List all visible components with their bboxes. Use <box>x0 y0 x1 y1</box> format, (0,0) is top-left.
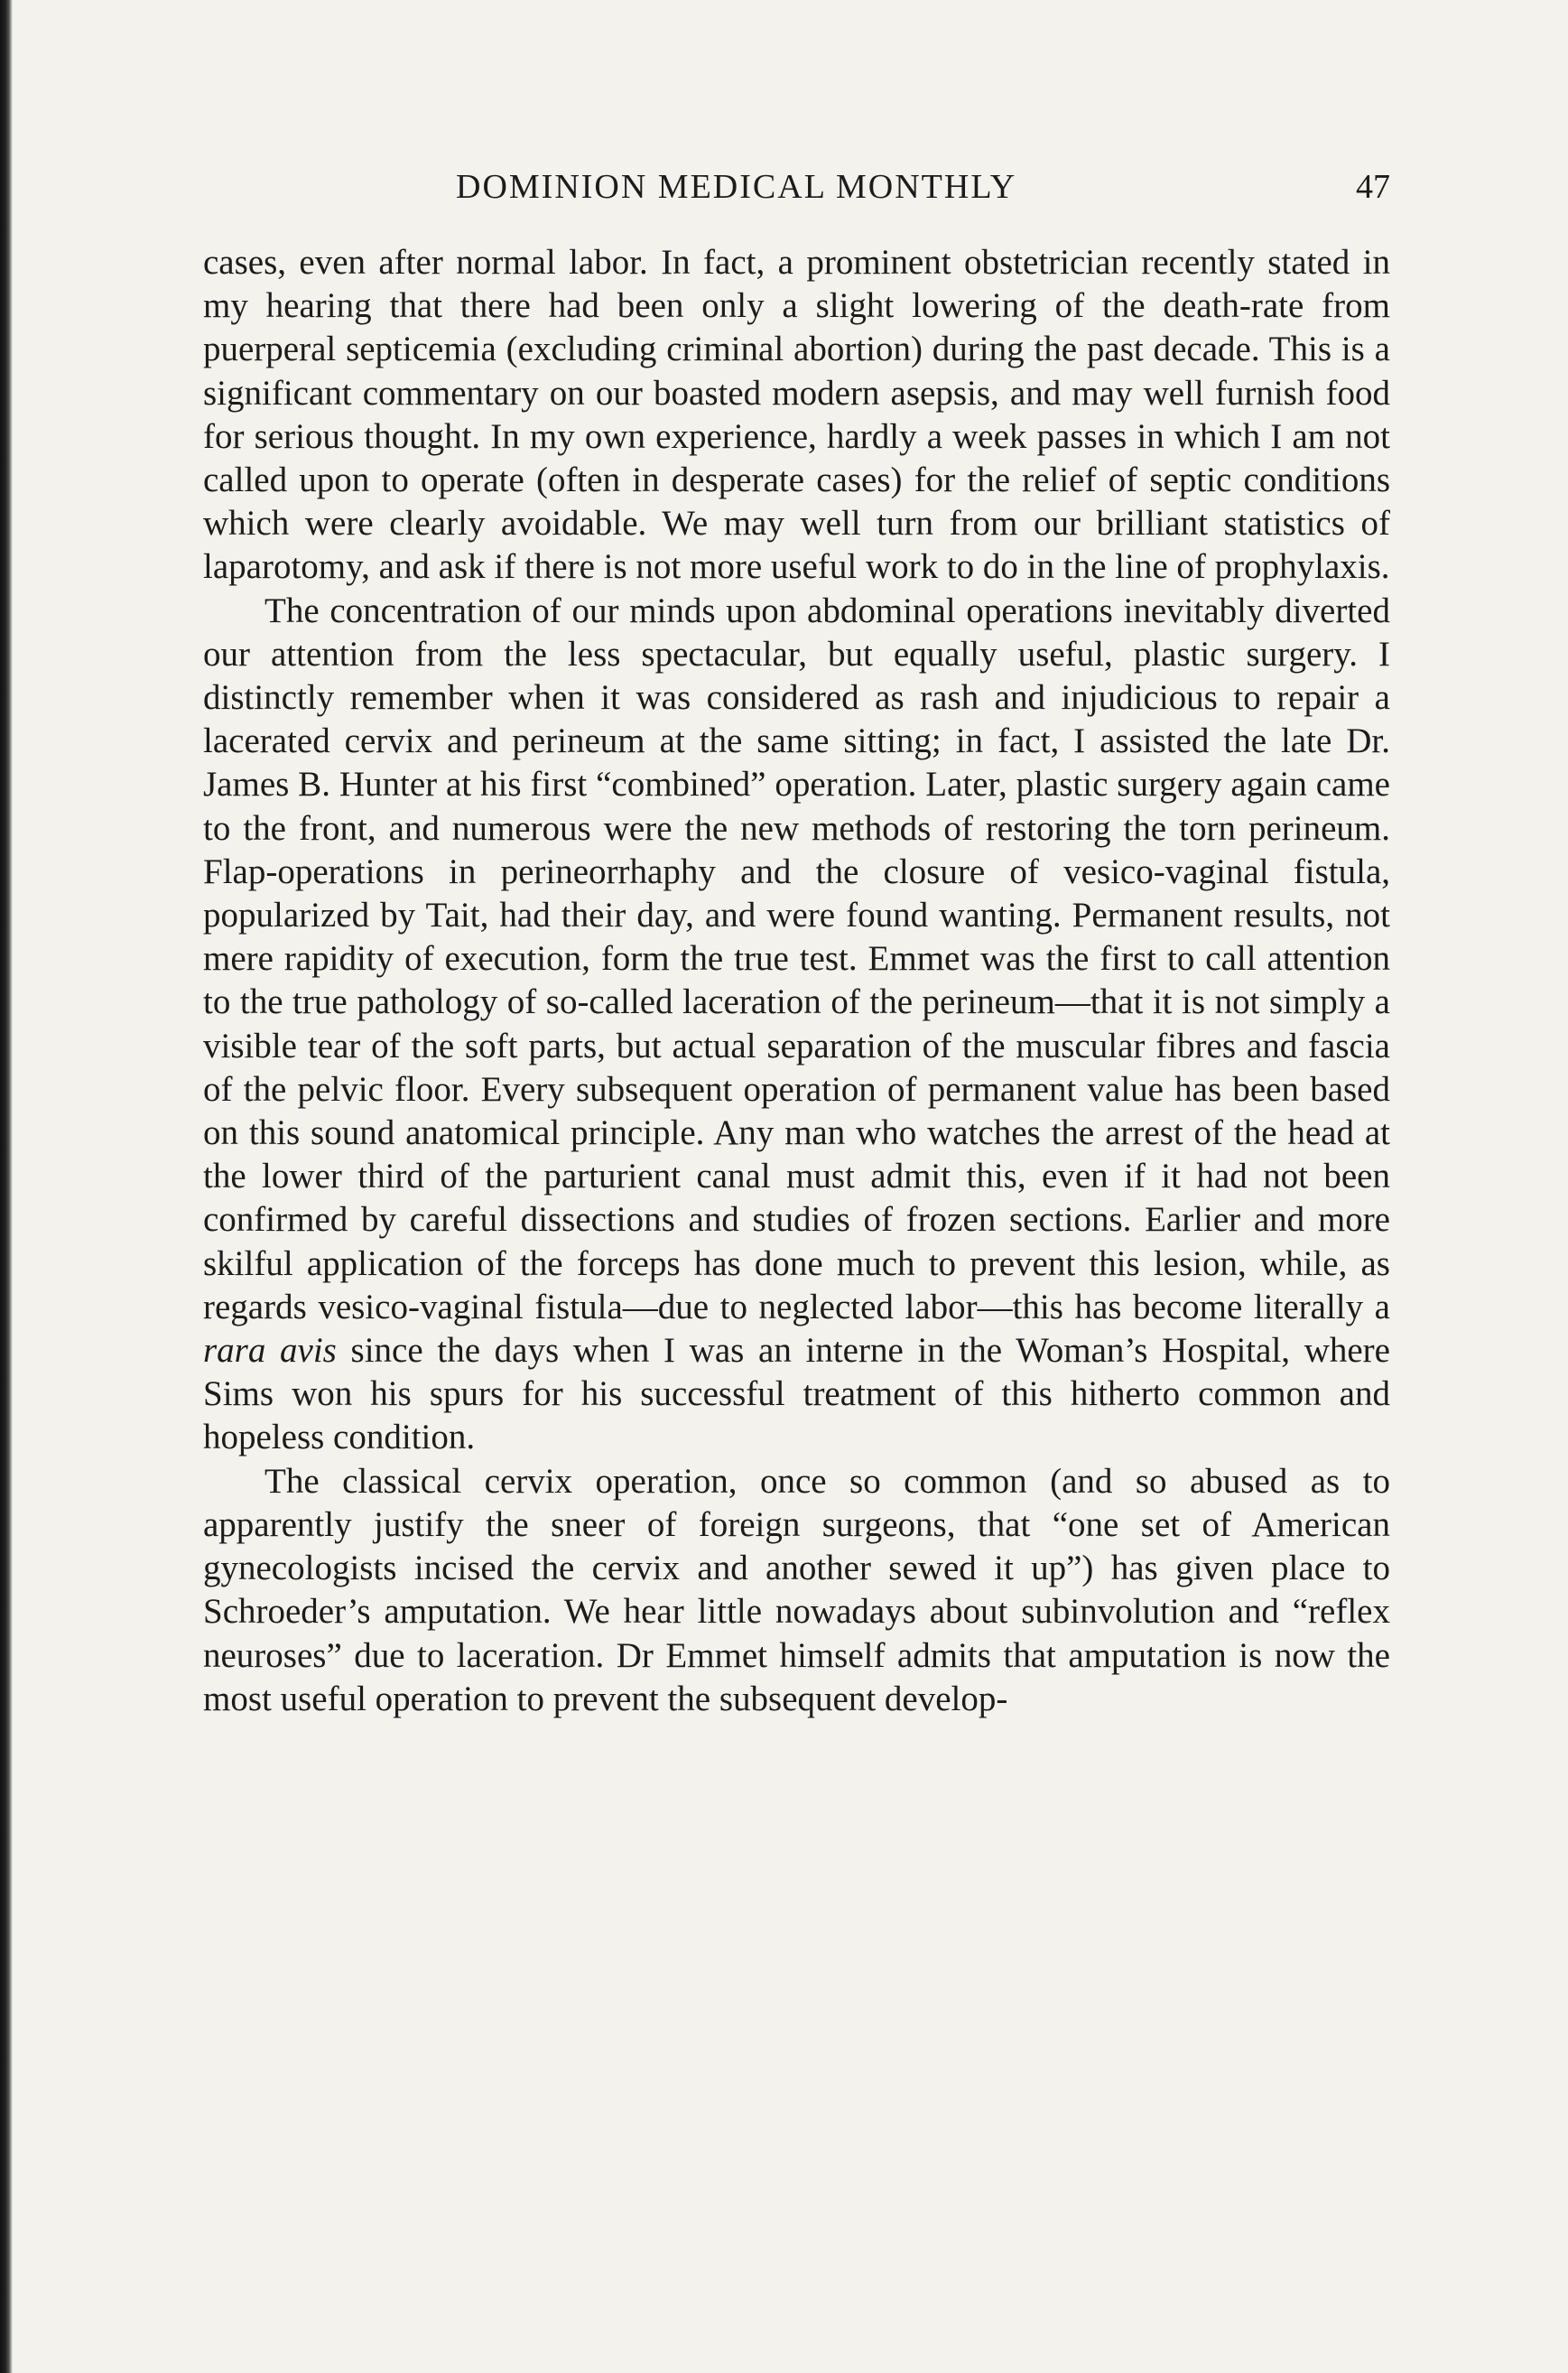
page-binding-edge <box>0 0 13 2373</box>
paragraph-1: cases, even after normal labor. In fact, a prominent obstetrician recently stated in my hearing that there had been only a slight lowering of the death-rate from puerperal septicemia (excluding criminal abortion) during the past decade. This is a significant commentary on our boasted modern asepsis, and may well furnish food for serious thought. In my own experience, hardly a week passes in which I am not called upon to operate (often in desperate cases) for the relief of septic conditions which were clearly avoidable. We may well turn from our brilliant statistics of laparotomy, and ask if there is not more useful work to do in the line of prophylaxis. <box>203 243 1390 587</box>
paragraph-2-text-end: since the days when I was an interne in the Woman’s Hospital, where Sims won his spurs for his successful treatment of this hitherto common and hopeless condition. <box>203 1331 1390 1457</box>
journal-title: DOMINION MEDICAL MONTHLY <box>456 168 1017 206</box>
page-number: 47 <box>1356 168 1390 206</box>
paragraph-3: The classical cervix operation, once so common (and so abused as to apparently justify the sneer of foreign surgeons, that “one set of American gynecologists incised the cervix and another sewed it up”) has given place to Schroeder’s amputation. We hear little nowadays about subinvolution and “reflex neuroses” due to laceration. Dr Emmet himself admits that amputation is now the most useful operation to prevent the subsequent develop- <box>203 1461 1390 1718</box>
paragraph-2 <box>203 590 1390 1460</box>
running-head <box>203 167 1390 230</box>
italic-phrase: rara avis <box>203 1331 337 1371</box>
document-page <box>203 167 1390 1721</box>
body-text <box>203 241 1390 1721</box>
paragraph-2-text-start: The concentration of our minds upon abdominal operations inevitably diverted our attention from the less spectacular, but equally useful, plastic surgery. I distinctly remember when it was considered as rash and injudicious to repair a lacerated cervix and perineum at the same sitting; in fact, I assisted the late Dr. James B. Hunter at his first “combined” operation. Later, plastic surgery again came to the front, and numerous were the new methods of restoring the torn perineum. Flap-operations in perineorrhaphy and the closure of vesico-vaginal fistula, popularized by Tait, had their day, and were found wanting. Permanent results, not mere rapidity of execution, form the true test. Emmet was the first to call attention to the true pathology of so-called laceration of the perineum—that it is not simply a visible tear of the soft parts, but actual separation of the muscular fibres and fascia of the pelvic floor. Every subsequent operation of permanent value has been based on this sound anatomical principle. Any man who watches the arrest of the head at the lower third of the parturient canal must admit this, even if it had not been confirmed by careful dissections and studies of frozen sections. Earlier and more skilful application of the forceps has done much to prevent this lesion, while, as regards vesico-vaginal fistula—due to neglected labor—this has become literally a <box>203 591 1390 1326</box>
